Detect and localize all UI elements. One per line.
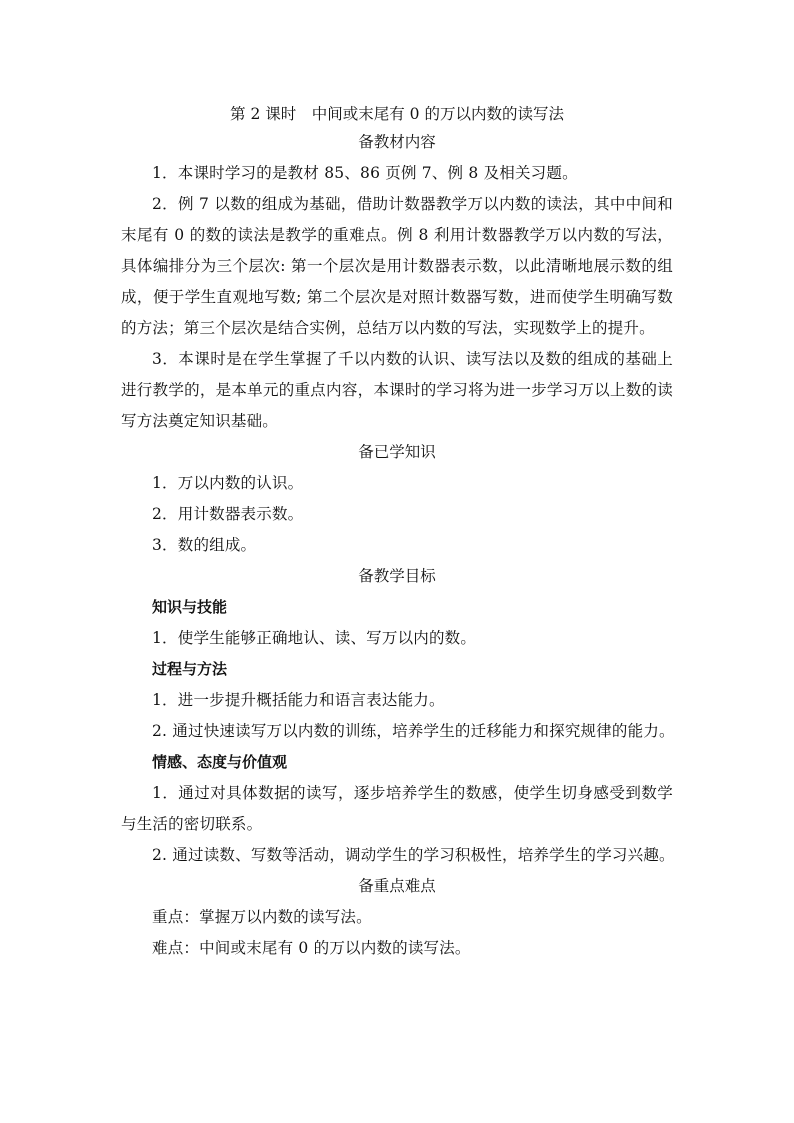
subheading-knowledge-skills: 知识与技能 [152,598,228,616]
prior-item-3: 3．数的组成。 [152,536,257,554]
subheading-attitude-values: 情感、态度与价值观 [152,753,288,771]
attitude-item-1: 1．通过对具体数据的读写，逐步培养学生的数感，使学生切身感受到数学与生活的密切联系。 [121,784,673,833]
subheading-process-method: 过程与方法 [152,660,228,678]
process-item-2: 2. 通过快速读写万以内数的训练，培养学生的迁移能力和探究规律的能力。 [152,722,675,740]
prior-item-2: 2．用计数器表示数。 [152,505,304,523]
process-item-1: 1．进一步提升概括能力和语言表达能力。 [152,691,445,709]
difficult-point: 难点：中间或末尾有 0 的万以内数的读写法。 [152,939,471,957]
heading-teaching-goals: 备教学目标 [358,567,436,585]
textbook-item-2: 2．例 7 以数的组成为基础，借助计数器教学万以内数的读法，其中中间和末尾有 0 的数的读法是教学的重难点。例 8 利用计数器教学万以内数的写法，具体编排分为三个层次: 第一个层次是用计数器表示数，以此清晰地展示数的组成，便于学生直观地写数; 第二个层次是对照计数器写数，进而使学生明确写数的方法；第三个层次是结合实例，总结万以内数的写法，实现数学上的提升。 [121,195,673,337]
textbook-item-3: 3．本课时是在学生掌握了千以内数的认识、读写法以及数的组成的基础上进行教学的，是本单元的重点内容，本课时的学习将为进一步学习万以上数的读写方法奠定知识基础。 [121,350,673,430]
knowledge-item-1: 1．使学生能够正确地认、读、写万以内的数。 [152,629,477,647]
attitude-item-2: 2. 通过读数、写数等活动，调动学生的学习积极性，培养学生的学习兴趣。 [152,846,675,864]
heading-key-points: 备重点难点 [358,877,436,895]
heading-prior-knowledge: 备已学知识 [358,443,436,461]
document-content [121,101,673,964]
key-point: 重点：掌握万以内数的读写法。 [152,908,372,926]
lesson-title: 第 2 课时 中间或末尾有 0 的万以内数的读写法 [230,105,564,123]
prior-item-1: 1．万以内数的认识。 [152,474,304,492]
heading-textbook-content: 备教材内容 [358,133,436,151]
textbook-item-1: 1．本课时学习的是教材 85、86 页例 7、例 8 及相关习题。 [152,164,578,182]
